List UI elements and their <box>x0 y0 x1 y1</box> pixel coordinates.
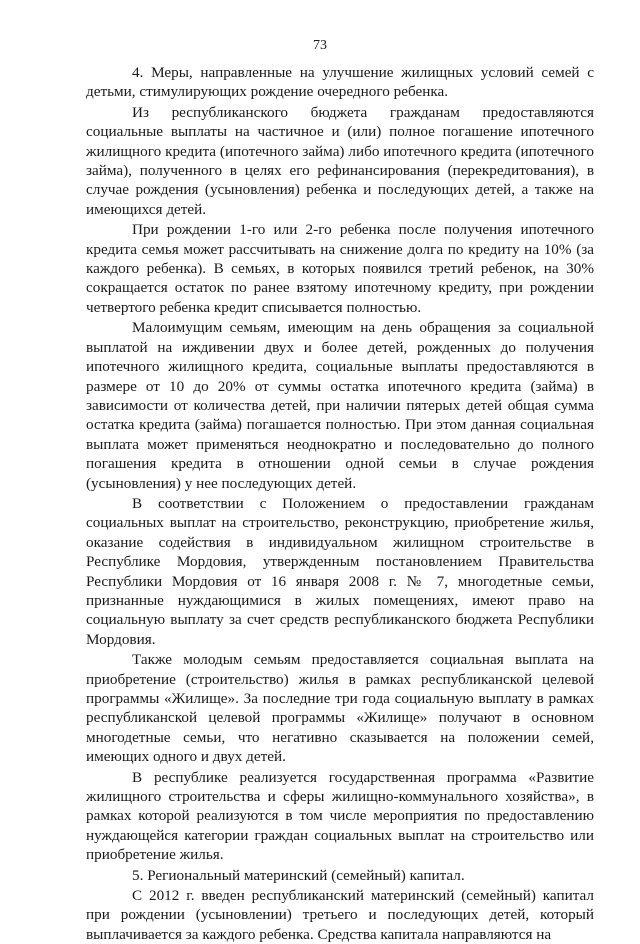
paragraph-measures-heading: 4. Меры, направленные на улучшение жилищных условий семей с детьми, стимулирующих рождение очередного ребенка. <box>86 64 594 101</box>
paragraph-budget-payments: Из республиканского бюджета гражданам предоставляются социальные выплаты на частичное и (или) полное погашение ипотечного жилищного кредита (ипотечного займа) либо ипотечного кредита (ипотечного займа), полученного в целях его рефинансирования (перекредитования), в случае рождения (усыновления) ребенка и последующих детей, а также на имеющихся детей. <box>86 103 594 218</box>
paragraph-maternity-capital: С 2012 г. введен республиканский материнский (семейный) капитал при рождении (усыновлении) третьего и последующих детей, который выплачивается за каждого ребенка. Средства капитала направляются на <box>86 887 594 943</box>
paragraph-maternity-capital-heading: 5. Региональный материнский (семейный) капитал. <box>132 866 465 884</box>
paragraph-mortgage-reduction: При рождении 1-го или 2-го ребенка после получения ипотечного кредита семья может рассчитывать на снижение долга по кредиту на 10% (за каждого ребенка). В семьях, в которых появился третий ребенок, на 30% сокращается остаток по ранее взятому ипотечному кредиту, при рождении четвертого ребенка кредит списывается полностью. <box>86 221 594 316</box>
paragraph-low-income-families: Малоимущим семьям, имеющим на день обращения за социальной выплатой на иждивении двух и более детей, рожденных до получения ипотечного жилищного кредита, социальные выплаты предоставляются в размере от 10 до 20% от суммы остатка ипотечного кредита (займа) в зависимости от количества детей, при наличии пятерых детей общая сумма остатка кредита (займа) погашается полностью. При этом данная социальная выплата может применяться неоднократно и последовательно до полного погашения кредита в отношении одной семьи в случае рождения (усыновления) у нее последующих детей. <box>86 319 594 492</box>
page-body <box>86 63 594 944</box>
paragraph-state-program: В республике реализуется государственная программа «Развитие жилищного строительства и сферы жилищно-коммунального хозяйства», в рамках которой реализуются в том числе мероприятия по предоставлению нуждающейся категории граждан социальных выплат на строительство или приобретение жилья. <box>86 768 594 864</box>
paragraph-young-families: Также молодым семьям предоставляется социальная выплата на приобретение (строительство) жилья в рамках республиканской целевой программы «Жилище». За последние три года социальную выплату в рамках республиканской целевой программы «Жилище» получают в основном многодетные семьи, что негативно сказывается на положении семей, имеющих одного и двух детей. <box>86 651 594 766</box>
paragraph-regulation: В соответствии с Положением о предоставлении гражданам социальных выплат на строительство, реконструкцию, приобретение жилья, оказание содействия в индивидуальном жилищном строительстве в Республике Мордовия, утвержденным постановлением Правительства Республики Мордовия от 16 января 2008 г. № 7, многодетные семьи, признанные нуждающимися в жилых помещениях, имеют право на социальную выплату за счет средств республиканского бюджета Республики Мордовия. <box>86 494 594 648</box>
page-number: 73 <box>313 38 327 53</box>
